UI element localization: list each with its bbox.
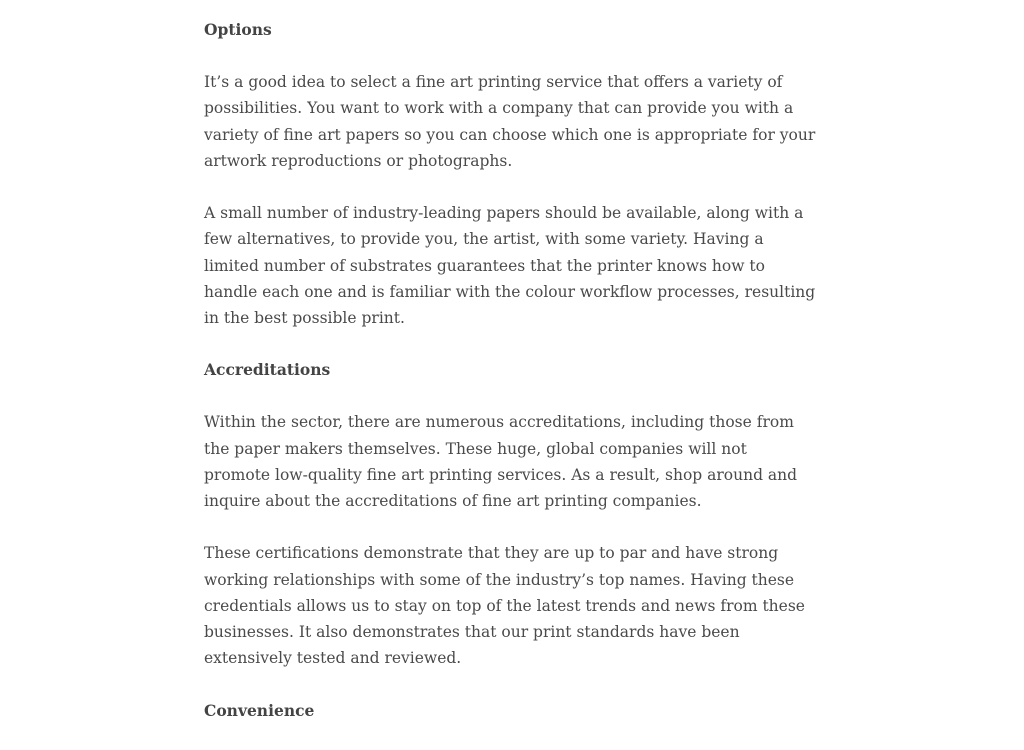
article-body	[204, 17, 816, 750]
paragraph-options-1: It’s a good idea to select a fine art printing service that offers a variety of possibilities. You want to work with a company that can provide you with a variety of fine art papers so you can choose which one is appropriate for your artwork reproductions or photographs.	[204, 73, 816, 170]
section-heading-convenience: Convenience	[204, 700, 315, 720]
paragraph-options-2: A small number of industry-leading papers should be available, along with a few alternatives, to provide you, the artist, with some variety. Having a limited number of substrates guarantees that the printer knows how to handle each one and is familiar with the colour workflow processes, resulting in the best possible print.	[204, 204, 816, 327]
paragraph-accreditations-2: These certifications demonstrate that they are up to par and have strong working relationships with some of the industry’s top names. Having these credentials allows us to stay on top of the latest trends and news from these businesses. It also demonstrates that our print standards have been extensively tested and reviewed.	[204, 544, 805, 668]
section-heading-options: Options	[204, 20, 272, 39]
section-heading-accreditations: Accreditations	[204, 360, 331, 380]
paragraph-accreditations-1: Within the sector, there are numerous accreditations, including those from the paper makers themselves. These huge, global companies will not promote low-quality fine art printing services. As a result, shop around and inquire about the accreditations of fine art printing companies.	[204, 413, 798, 510]
